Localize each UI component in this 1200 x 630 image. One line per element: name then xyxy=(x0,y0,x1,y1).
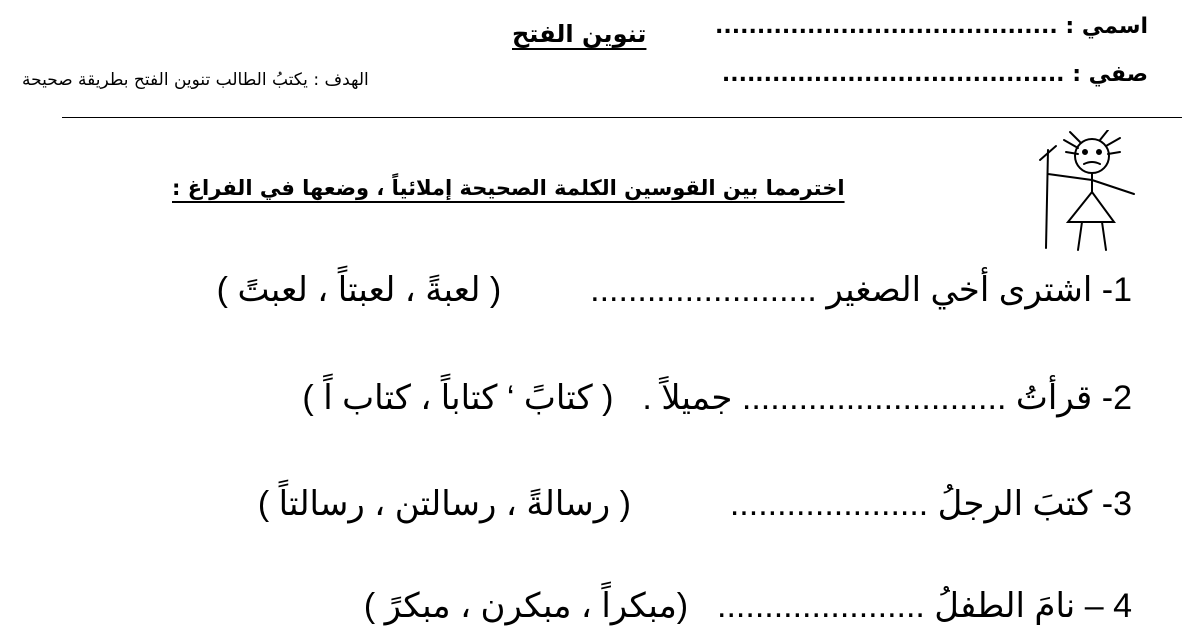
question-sentence: اشترى أخي الصغير ........................ xyxy=(590,271,1093,309)
instruction-text: اخترمما بين القوسين الكلمة الصحيحة إملائياً ، وضعها في الفراغ : xyxy=(172,176,845,200)
header-divider xyxy=(62,117,1182,118)
question-number: 1- xyxy=(1101,271,1132,309)
question-number: 4 – xyxy=(1084,587,1132,625)
question-sentence: كتبَ الرجلُ ..................... xyxy=(729,485,1093,523)
question-4 xyxy=(364,586,1132,626)
question-1 xyxy=(217,270,1132,310)
question-2 xyxy=(302,378,1132,418)
question-number: 3- xyxy=(1101,485,1132,523)
page-title: تنوين الفتح xyxy=(512,20,647,48)
question-number: 2- xyxy=(1101,379,1132,417)
question-options: ( لعبةً ، لعبتاً ، لعبتً ) xyxy=(216,271,502,309)
stick-figure-drawing-icon xyxy=(1008,130,1158,254)
question-sentence: قرأتُ ............................ جميلاً . xyxy=(642,379,1093,417)
lesson-goal: الهدف : يكتبُ الطالب تنوين الفتح بطريقة صحيحة xyxy=(22,70,369,90)
question-options: ( رسالةً ، رسالتن ، رسالتاً ) xyxy=(257,485,631,523)
question-sentence: نامَ الطفلُ ...................... xyxy=(717,587,1076,625)
class-field-label: صفي : ......................................... xyxy=(721,62,1148,87)
question-options: ( كتابً ‘ كتاباً ، كتاب اً ) xyxy=(302,379,614,417)
question-options: (مبكراً ، مبكرن ، مبكرً ) xyxy=(363,587,689,625)
name-field-label: اسمي : ......................................... xyxy=(715,14,1148,39)
question-3 xyxy=(258,484,1132,524)
